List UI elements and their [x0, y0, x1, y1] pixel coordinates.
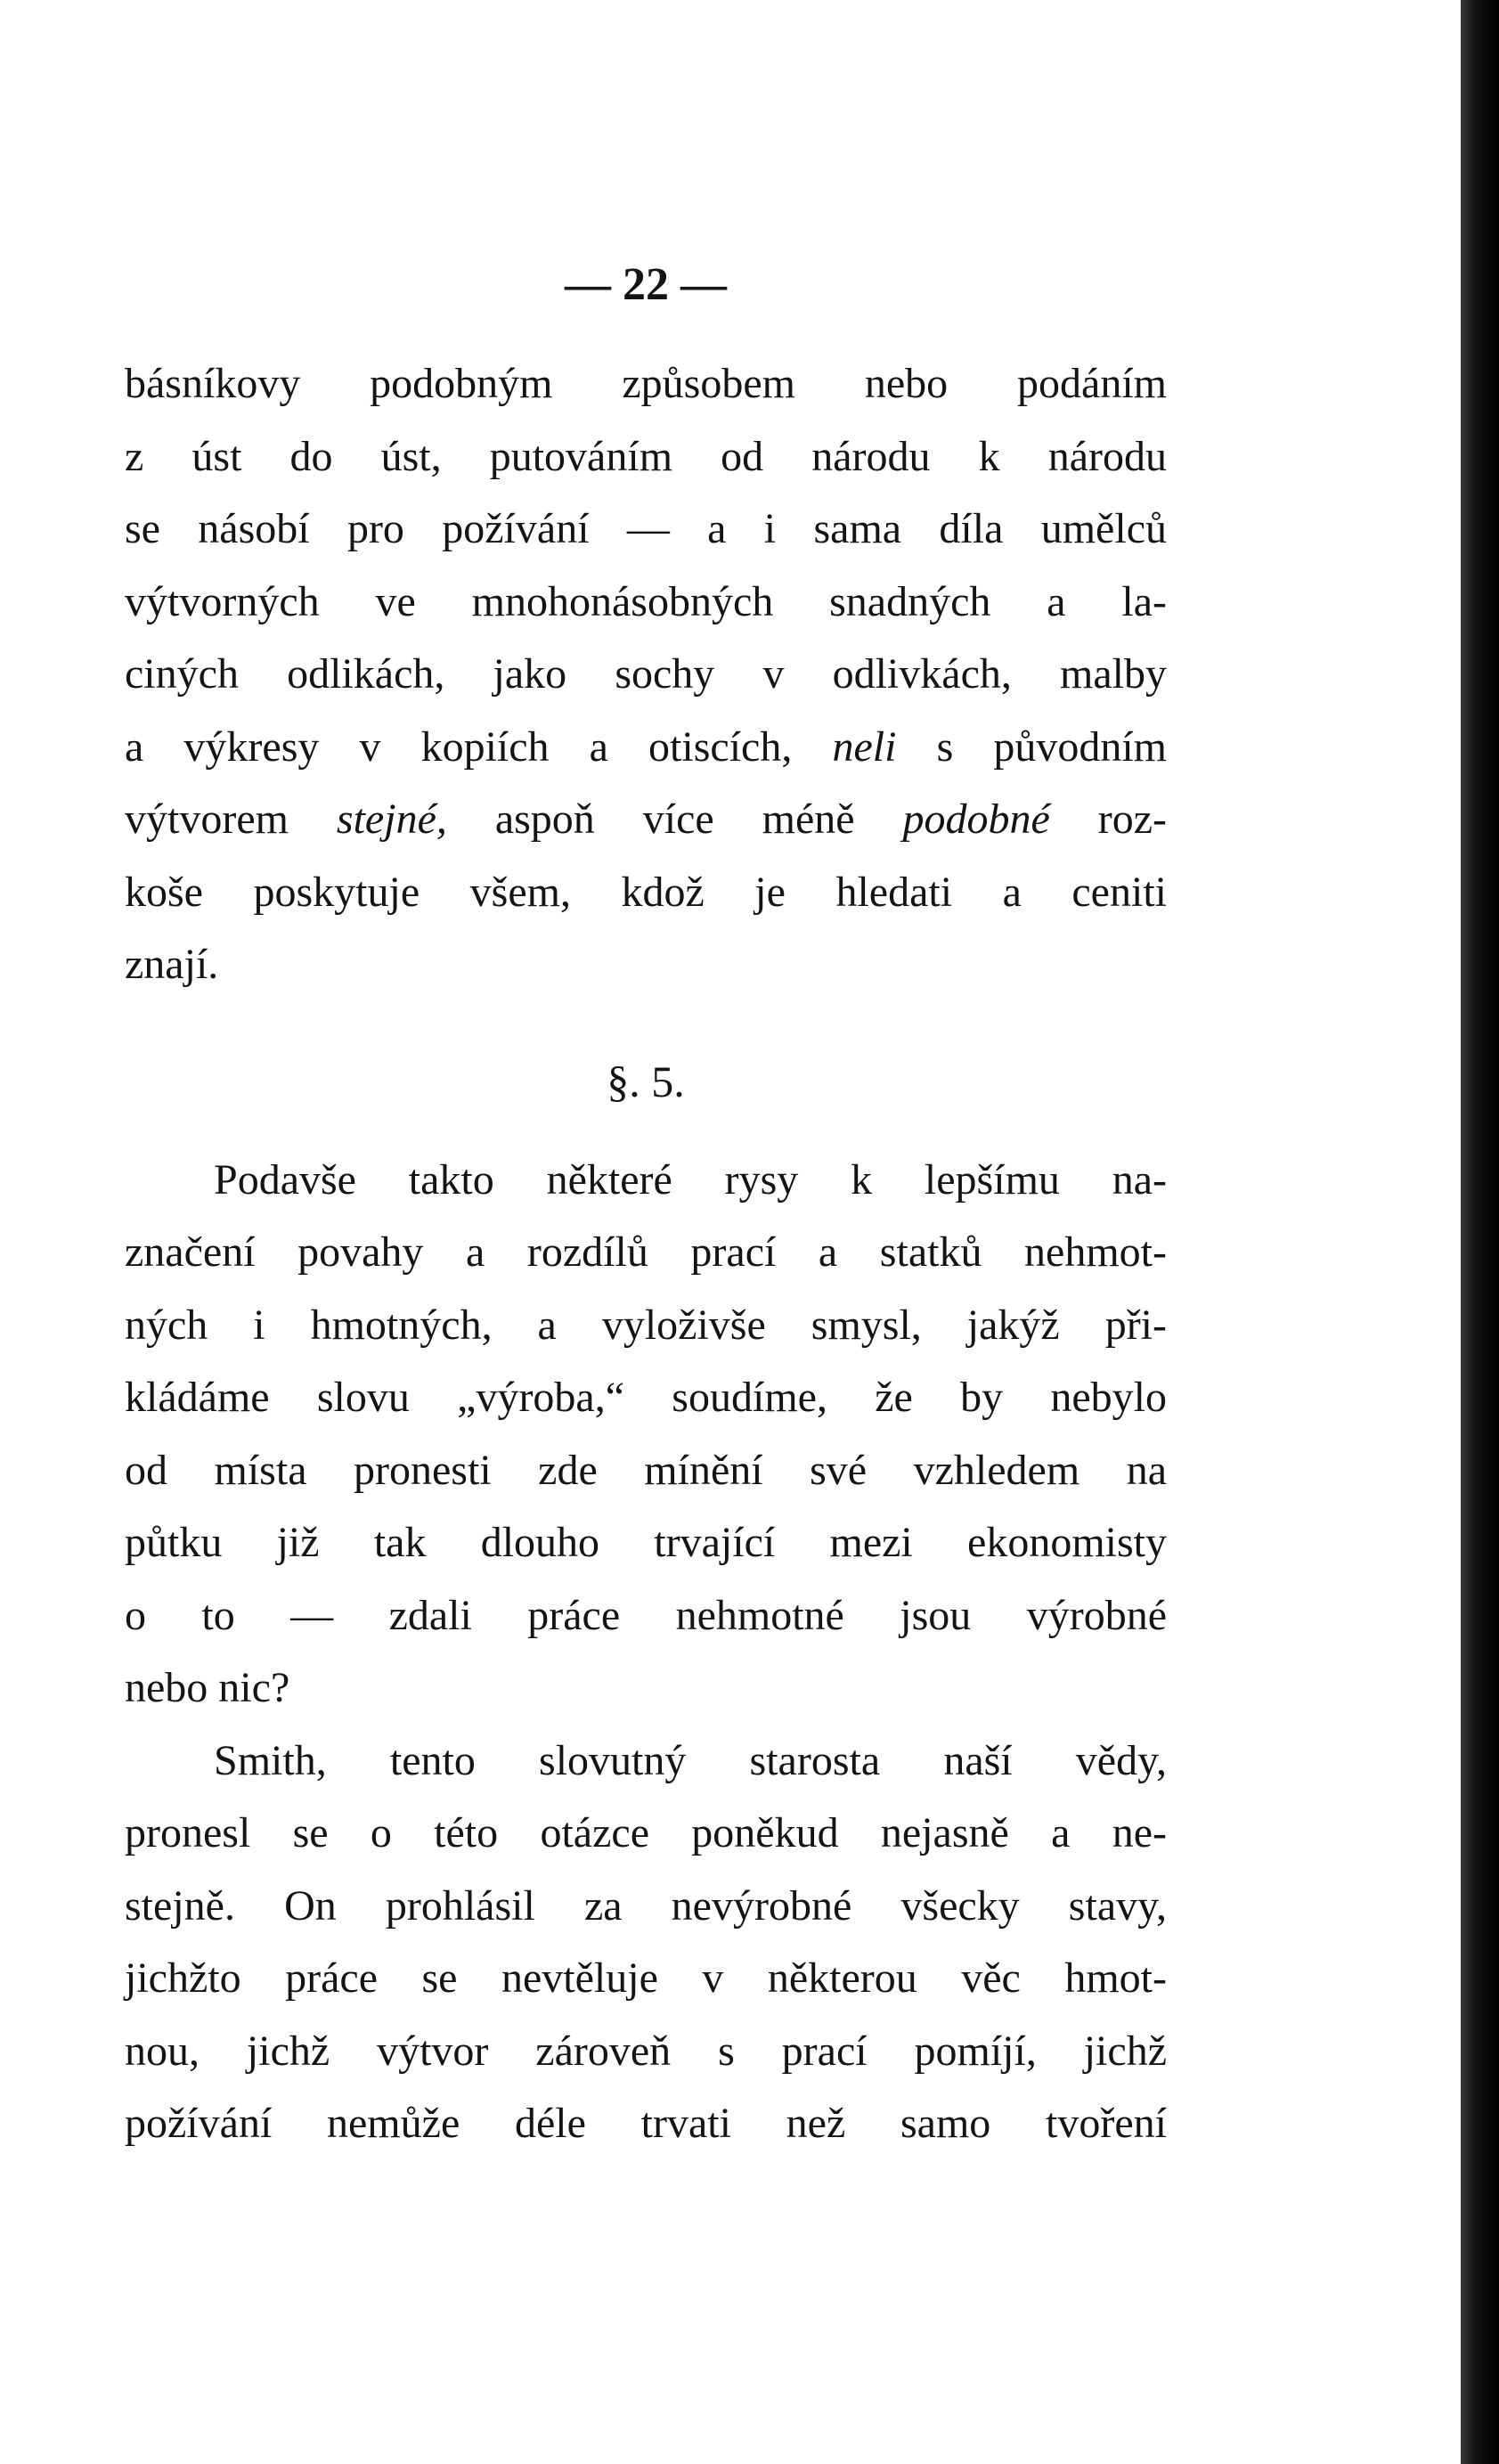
italic-word: stejné,	[336, 795, 447, 843]
text-fragment: a výkresy v kopiích a otiscích,	[125, 722, 793, 771]
text-line: koše poskytuje všem, kdož je hledati a ceniti	[125, 868, 1167, 916]
book-spine-edge	[1461, 0, 1499, 2464]
text-line: nou, jichž výtvor zároveň s prací pomíjí, jichž	[125, 2027, 1167, 2075]
text-block	[125, 249, 1167, 2160]
text-line: výtvorných ve mnohonásobných snadných a la-	[125, 577, 1167, 625]
section-heading: §. 5.	[607, 1056, 685, 1106]
text-line: značení povahy a rozdílů prací a statků nehmot-	[125, 1228, 1167, 1276]
text-line: kládáme slovu „výroba,“ soudíme, že by nebylo	[125, 1374, 1167, 1421]
paragraph-1	[125, 347, 1167, 1001]
text-line: požívání nemůže déle trvati než samo tvoření	[125, 2100, 1167, 2147]
paragraph-2	[125, 1144, 1167, 1725]
italic-word: podobné	[902, 795, 1050, 843]
text-line: o to — zdali práce nehmotné jsou výrobné	[125, 1591, 1167, 1639]
text-line	[125, 783, 1167, 856]
text-line: půtku již tak dlouho trvající mezi ekonomisty	[125, 1519, 1167, 1566]
text-line: Podavše takto některé rysy k lepšímu na-	[214, 1155, 1167, 1203]
text-line: jichžto práce se nevtěluje v některou věc hmot-	[125, 1954, 1167, 2002]
text-fragment: aspoň více méně	[494, 795, 855, 843]
text-line: pronesl se o této otázce poněkud nejasně a ne-	[125, 1809, 1167, 1856]
text-fragment: s původním	[936, 722, 1168, 771]
text-line: básníkovy podobným způsobem nebo podáním	[125, 360, 1167, 407]
text-line: nebo nic?	[125, 1664, 290, 1711]
text-line: se násobí pro požívání — a i sama díla umělců	[125, 505, 1167, 552]
text-line: od místa pronesti zde mínění své vzhledem na	[125, 1446, 1167, 1494]
text-line: znají.	[125, 941, 219, 988]
text-line: ciných odlikách, jako sochy v odlivkách, malby	[125, 650, 1167, 698]
text-line: ných i hmotných, a vyloživše smysl, jakýž při-	[125, 1301, 1167, 1349]
italic-word: neli	[832, 722, 897, 771]
text-fragment: roz-	[1097, 795, 1168, 843]
paragraph-3	[125, 1725, 1167, 2160]
text-line: Smith, tento slovutný starosta naší vědy,	[214, 1736, 1167, 1784]
text-line	[125, 711, 1167, 784]
page-number: — 22 —	[565, 259, 727, 310]
text-line: z úst do úst, putováním od národu k národu	[125, 432, 1167, 480]
text-fragment: výtvorem	[125, 795, 289, 843]
text-line: stejně. On prohlásil za nevýrobné všecky stavy,	[125, 1881, 1167, 1930]
